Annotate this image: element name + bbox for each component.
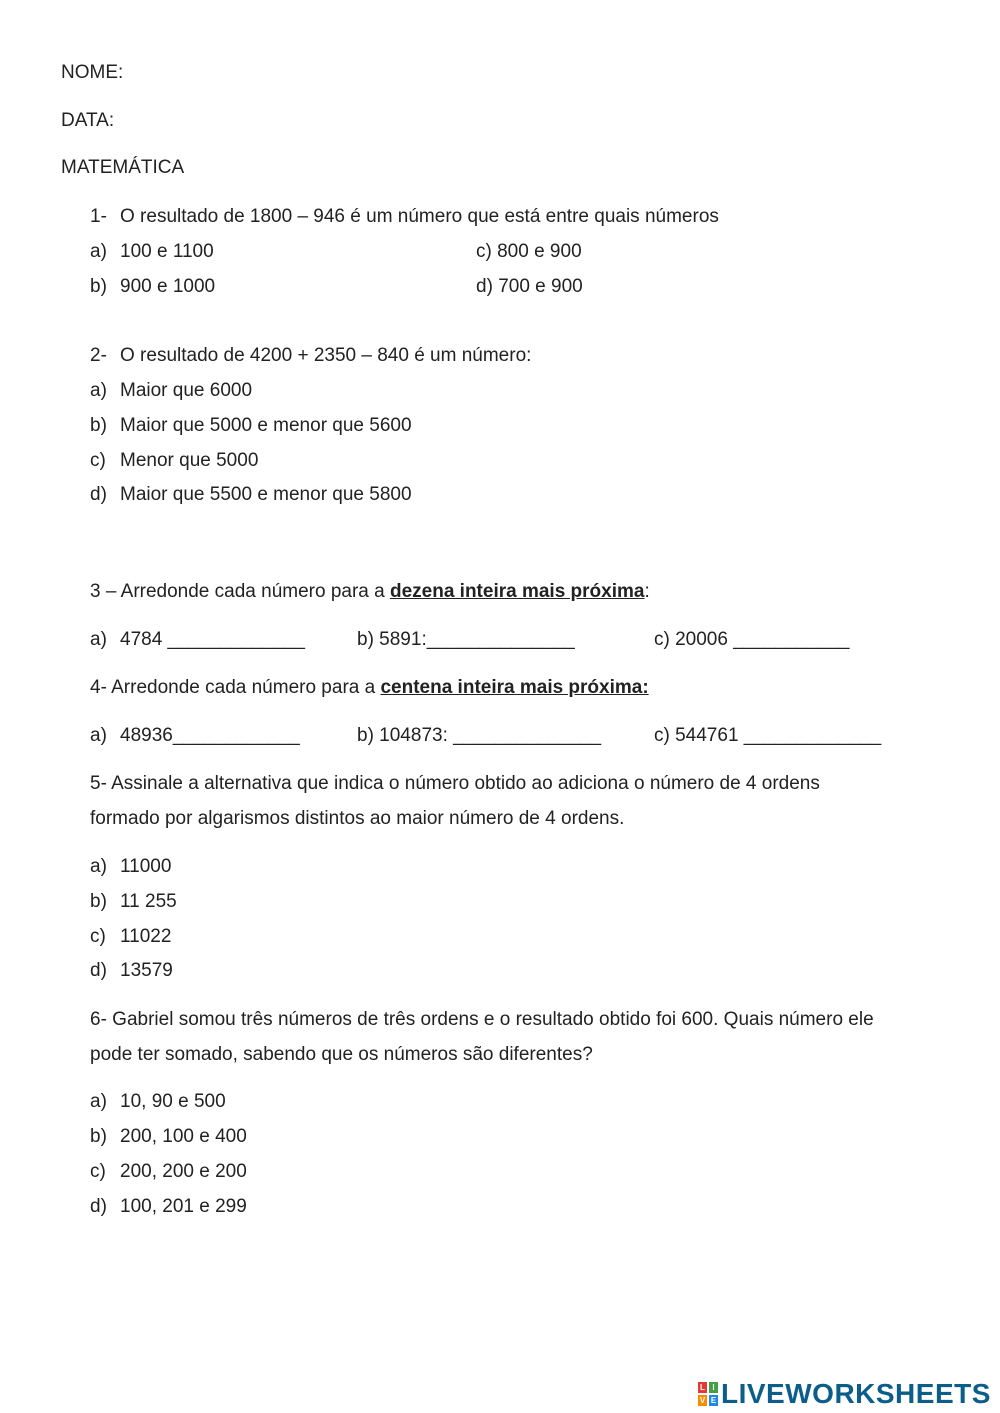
q1-option-b[interactable]	[90, 276, 215, 298]
question-text: 3 – Arredonde cada número para a	[90, 581, 390, 602]
option-text: 100 e 1100	[120, 241, 214, 262]
q4-item-a[interactable]	[90, 725, 300, 747]
question-6-line-1: 6- Gabriel somou três números de três ordens e o resultado obtido foi 600. Quais número ele	[90, 1009, 874, 1030]
option-text: Maior que 5000 e menor que 5600	[120, 415, 412, 436]
question-text: O resultado de 4200 + 2350 – 840 é um número:	[120, 345, 532, 366]
q2-option-c[interactable]	[90, 450, 258, 472]
q5-option-a[interactable]	[90, 856, 171, 878]
question-text: 4- Arredonde cada número para a	[90, 677, 381, 698]
option-marker: b)	[90, 276, 107, 297]
q3-item-a[interactable]	[90, 629, 305, 651]
name-label: NOME:	[61, 62, 124, 83]
question-number: 1-	[90, 206, 107, 227]
option-marker: a)	[90, 380, 107, 401]
option-marker: b)	[90, 1126, 107, 1147]
logo-tile: L	[698, 1382, 707, 1393]
question-2	[90, 345, 531, 367]
question-number: 2-	[90, 345, 107, 366]
option-text: Menor que 5000	[120, 450, 259, 471]
question-4	[90, 677, 649, 699]
q1-option-c[interactable]	[476, 241, 582, 263]
option-marker: b)	[90, 415, 107, 436]
option-marker: d)	[90, 960, 107, 981]
q1-option-a[interactable]	[90, 241, 214, 263]
question-emphasis: dezena inteira mais próxima	[389, 581, 645, 602]
liveworksheets-logo	[698, 1379, 991, 1409]
option-text: 11022	[120, 926, 172, 947]
option-marker: d)	[476, 276, 493, 297]
q5-option-d[interactable]	[90, 960, 173, 982]
option-text: Maior que 5500 e menor que 5800	[120, 484, 412, 505]
option-marker: d)	[90, 1196, 107, 1217]
q6-option-c[interactable]	[90, 1161, 247, 1183]
option-marker: c)	[90, 450, 106, 471]
option-text: 800 e 900	[497, 241, 582, 262]
question-text: O resultado de 1800 – 946 é um número que está entre quais números	[120, 206, 719, 227]
option-marker: b)	[90, 891, 107, 912]
option-marker: a)	[90, 725, 107, 746]
option-text: 900 e 1000	[120, 276, 216, 297]
q4-item-c[interactable]: c) 544761 _____________	[654, 725, 882, 746]
option-marker: a)	[90, 629, 107, 650]
q6-option-a[interactable]	[90, 1091, 226, 1113]
q6-option-d[interactable]	[90, 1196, 247, 1218]
logo-wordmark: LIVEWORKSHEETS	[721, 1378, 991, 1409]
option-marker: a)	[90, 241, 107, 262]
answer-blank: 4784 _____________	[120, 629, 305, 650]
q1-option-d[interactable]	[476, 276, 583, 298]
option-text: 700 e 900	[498, 276, 583, 297]
q5-option-b[interactable]	[90, 891, 177, 913]
option-marker: a)	[90, 856, 107, 877]
option-text: 10, 90 e 500	[120, 1091, 226, 1112]
option-text: 100, 201 e 299	[120, 1196, 247, 1217]
subject-title: MATEMÁTICA	[61, 157, 185, 178]
question-3	[90, 581, 650, 603]
q3-item-b[interactable]: b) 5891:______________	[357, 629, 575, 650]
logo-tile: E	[710, 1396, 717, 1405]
option-text: 13579	[120, 960, 173, 981]
q4-item-b[interactable]: b) 104873: ______________	[357, 725, 602, 746]
question-suffix: :	[644, 581, 650, 602]
q5-option-c[interactable]	[90, 926, 171, 948]
q3-item-c[interactable]: c) 20006 ___________	[654, 629, 850, 650]
logo-tile: V	[699, 1396, 706, 1405]
logo-tile: I	[709, 1382, 718, 1393]
option-marker: c)	[90, 926, 106, 947]
option-marker: c)	[90, 1161, 106, 1182]
answer-blank: 48936____________	[120, 725, 300, 746]
date-label: DATA:	[61, 110, 115, 131]
q6-option-b[interactable]	[90, 1126, 247, 1148]
question-emphasis: centena inteira mais próxima:	[380, 677, 649, 698]
question-5-line-1: 5- Assinale a alternativa que indica o número obtido ao adiciona o número de 4 ordens	[90, 773, 820, 794]
q2-option-a[interactable]	[90, 380, 252, 402]
q2-option-d[interactable]	[90, 484, 412, 506]
option-text: 200, 100 e 400	[120, 1126, 247, 1147]
question-5-line-2: formado por algarismos distintos ao maior número de 4 ordens.	[90, 808, 625, 829]
logo-tiles-icon	[698, 1382, 718, 1406]
option-text: 200, 200 e 200	[120, 1161, 247, 1182]
option-marker: d)	[90, 484, 107, 505]
question-6-line-2: pode ter somado, sabendo que os números são diferentes?	[90, 1044, 593, 1065]
q2-option-b[interactable]	[90, 415, 412, 437]
option-text: 11000	[120, 856, 172, 877]
option-text: Maior que 6000	[120, 380, 253, 401]
question-1	[90, 206, 719, 228]
option-marker: a)	[90, 1091, 107, 1112]
option-marker: c)	[476, 241, 492, 262]
option-text: 11 255	[120, 891, 177, 912]
